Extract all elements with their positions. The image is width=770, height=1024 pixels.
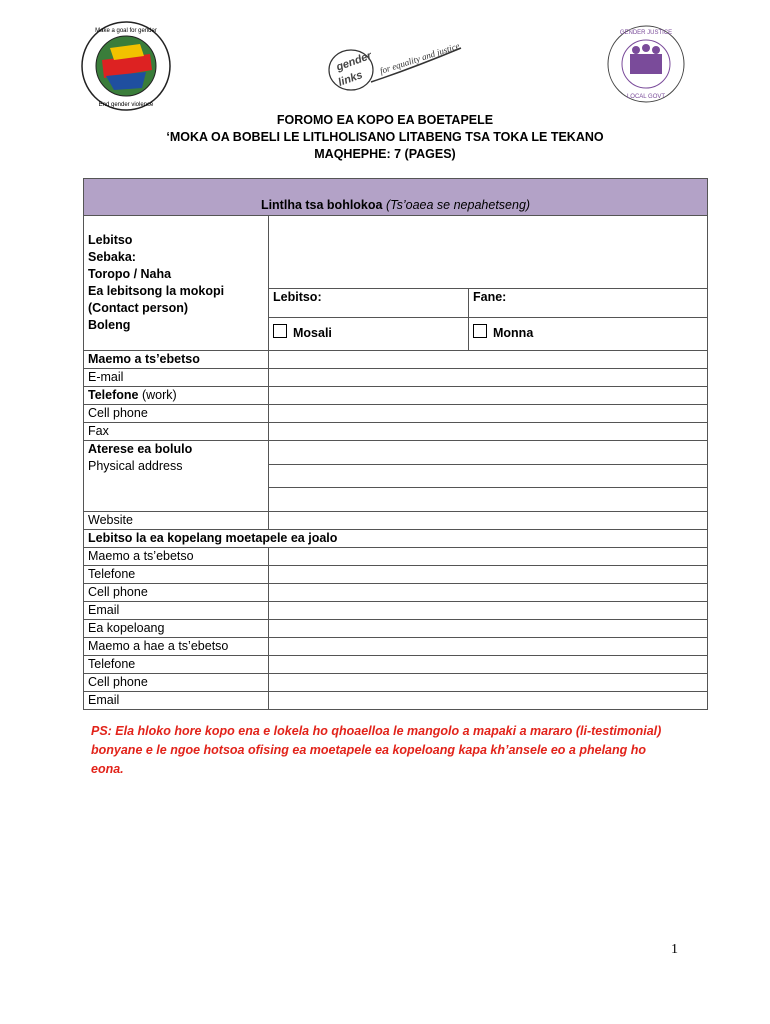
label-cell-3: Cell phone [84,674,269,692]
monna-cell [469,318,708,351]
label-work: (work) [141,388,177,402]
kopeloang-input[interactable] [269,620,708,638]
form-header-title: Lintlha tsa bohlokoa [260,198,383,212]
mosali-label: Mosali [293,326,332,341]
label-contact-2: (Contact person) [88,301,188,315]
email-input[interactable] [269,369,708,387]
telefone-work-cell [84,387,269,405]
page-number: 1 [671,942,678,957]
label-telefone: Telefone [88,388,139,402]
label-fax: Fax [84,423,269,441]
label-boleng: Boleng [88,318,131,332]
label-maemo-hae: Maemo a hae a ts’ebetso [84,638,269,656]
label-aterese: Aterese ea bolulo [88,442,193,456]
campaign-seal-logo [80,20,172,112]
label-telefone-3: Telefone [84,656,269,674]
gender-links-logo [323,38,468,98]
ps-note: PS: Ela hloko hore kopo ena e lokela ho qhoaelloa le mangolo a mapaki a mararo (li-testimonial) bonyane e le ngoe hotsoa ofising ea moetapele ea kopeloang kapa kh’ansele eo a phelang ho eona. [91,724,662,776]
maemo-hae-input[interactable] [269,638,708,656]
mosali-checkbox[interactable] [273,324,287,338]
maemo2-input[interactable] [269,548,708,566]
monna-label: Monna [493,326,534,341]
svg-text:End gender violence: End gender violence [98,102,154,108]
contact-lebitso-cell[interactable] [269,288,469,318]
label-toropo: Toropo / Naha [88,267,172,281]
label-kopeloang: Ea kopeloang [84,620,269,638]
details-labels-cell [84,216,269,351]
name-input-cell[interactable] [269,216,708,289]
svg-text:LOCAL GOVT: LOCAL GOVT [626,94,666,100]
email2-input[interactable] [269,602,708,620]
label-physical: Physical address [88,459,183,473]
svg-text:GENDER JUSTICE: GENDER JUSTICE [619,30,673,36]
details-row [84,216,708,289]
label-cell: Cell phone [84,405,269,423]
title-line-2: ‘MOKA OA BOBELI LE LITLHOLISANO LITABENG TSA TOKA LE TEKANO [166,130,604,144]
email3-input[interactable] [269,692,708,710]
svg-text:for equality and justice: for equality and justice [378,40,461,76]
address-input-2[interactable] [269,464,708,488]
maemo-input[interactable] [269,351,708,369]
label-maemo: Maemo a ts’ebetso [84,351,269,369]
cell2-input[interactable] [269,584,708,602]
label-website: Website [84,512,269,530]
label-sebaka: Sebaka: [88,250,136,264]
monna-checkbox[interactable] [473,324,487,338]
label-email: E-mail [84,369,269,387]
label-lebitso-kopelang: Lebitso la ea kopelang moetapele ea joalo [84,530,708,548]
cell3-input[interactable] [269,674,708,692]
title-line-1: FOROMO EA KOPO EA BOETAPELE [276,113,494,127]
label-fane-col: Fane: [473,289,507,304]
svg-text:Make a goal for gender: Make a goal for gender [95,28,157,34]
title-line-3: MAQHEPHE: 7 (PAGES) [314,147,456,161]
contact-fane-cell[interactable] [469,288,708,318]
label-contact-1: Ea lebitsong la mokopi [88,284,225,298]
label-email-2: Email [84,602,269,620]
svg-text:links: links [336,69,365,89]
form-header-note: (Ts’oaea se nepahetseng) [385,198,531,212]
label-maemo-2: Maemo a ts’ebetso [84,548,269,566]
document-title [0,112,770,163]
form-header-cell [84,179,708,216]
website-input[interactable] [269,512,708,530]
label-lebitso: Lebitso [88,233,133,247]
mosali-cell [269,318,469,351]
label-cell-2: Cell phone [84,584,269,602]
label-email-3: Email [84,692,269,710]
application-form-table [83,178,708,710]
address-input-3[interactable] [269,488,708,512]
gender-justice-logo [606,24,686,104]
form-header-row [84,179,708,216]
telefone3-input[interactable] [269,656,708,674]
telefone-input[interactable] [269,387,708,405]
telefone2-input[interactable] [269,566,708,584]
address-labels-cell [84,441,269,512]
address-input-1[interactable] [269,441,708,465]
label-lebitso-col: Lebitso: [273,289,322,304]
fax-input[interactable] [269,423,708,441]
svg-text:gender: gender [334,49,374,74]
cell-input[interactable] [269,405,708,423]
label-telefone-2: Telefone [84,566,269,584]
